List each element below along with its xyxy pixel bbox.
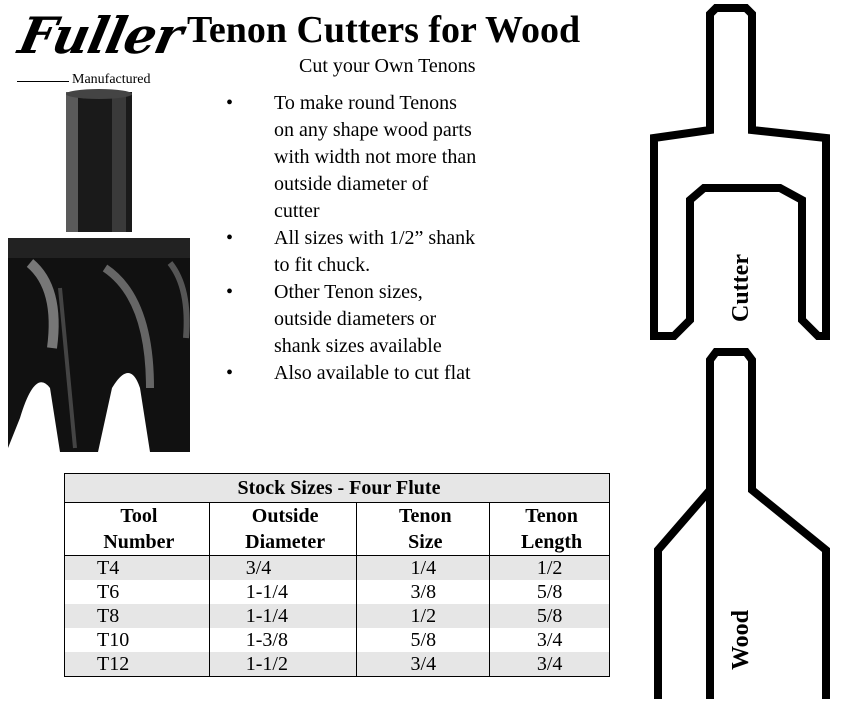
feature-list <box>226 90 546 387</box>
cutter-wood-diagram <box>640 0 841 699</box>
cell-size: 3/8 <box>357 580 490 604</box>
cell-length: 5/8 <box>490 604 610 628</box>
cell-diameter: 1-3/8 <box>209 628 357 652</box>
table-row <box>65 556 610 581</box>
cell-tool: T10 <box>65 628 210 652</box>
cell-tool: T6 <box>65 580 210 604</box>
cell-tool: T12 <box>65 652 210 677</box>
column-header: Outside Diameter <box>209 503 357 556</box>
tenon-cutter-photo <box>0 88 200 460</box>
wood-label: Wood <box>728 609 754 670</box>
feature-item: • All sizes with 1/2” shank to fit chuck. <box>226 227 476 276</box>
fuller-logo <box>13 6 188 88</box>
cell-tool: T4 <box>65 556 210 581</box>
table-row <box>65 628 610 652</box>
cell-diameter: 1-1/2 <box>209 652 357 677</box>
cell-size: 1/4 <box>357 556 490 581</box>
feature-item: • To make round Tenons on any shape wood parts with width not more than outside diameter of cutter <box>226 92 477 222</box>
table-caption: Stock Sizes - Four Flute <box>65 474 610 503</box>
table-row <box>65 604 610 628</box>
stock-sizes-table <box>64 473 610 677</box>
diagram-outline <box>640 0 841 699</box>
logo-script: Fuller <box>13 6 188 65</box>
cell-diameter: 1-1/4 <box>209 580 357 604</box>
table-row <box>65 652 610 677</box>
cell-length: 5/8 <box>490 580 610 604</box>
cell-diameter: 3/4 <box>209 556 357 581</box>
cutter-label: Cutter <box>728 254 754 322</box>
cell-size: 1/2 <box>357 604 490 628</box>
cell-length: 3/4 <box>490 652 610 677</box>
feature-item: • Also available to cut flat <box>226 362 471 384</box>
page-title: Tenon Cutters for Wood <box>187 9 581 51</box>
column-header: Tenon Length <box>490 503 610 556</box>
cell-diameter: 1-1/4 <box>209 604 357 628</box>
cell-length: 3/4 <box>490 628 610 652</box>
cell-length: 1/2 <box>490 556 610 581</box>
cell-size: 5/8 <box>357 628 490 652</box>
cell-tool: T8 <box>65 604 210 628</box>
feature-item: • Other Tenon sizes, outside diameters or shank sizes available <box>226 281 442 357</box>
table-row <box>65 580 610 604</box>
cell-size: 3/4 <box>357 652 490 677</box>
logo-underline <box>17 81 69 82</box>
column-header: Tenon Size <box>357 503 490 556</box>
logo-subtitle: Manufactured <box>72 72 151 87</box>
column-header: Tool Number <box>65 503 210 556</box>
page-subtitle: Cut your Own Tenons <box>299 55 476 77</box>
